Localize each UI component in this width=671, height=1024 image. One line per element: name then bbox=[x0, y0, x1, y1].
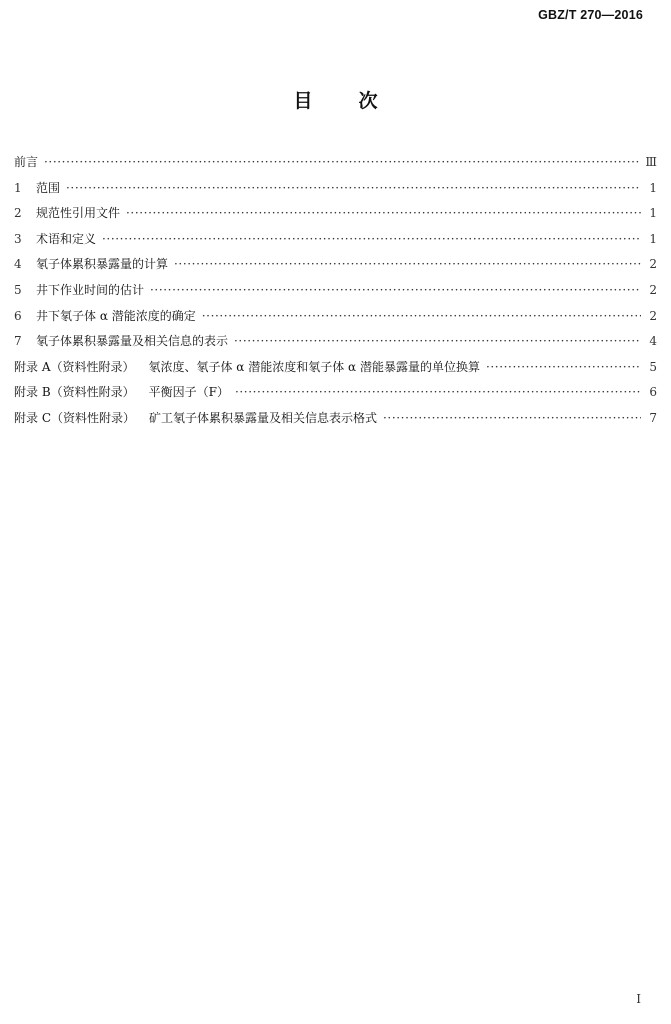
toc-entry-number: 3 bbox=[14, 231, 22, 246]
dot-leader bbox=[150, 278, 641, 304]
dot-leader bbox=[235, 380, 641, 406]
toc-entry-label: 规范性引用文件 bbox=[36, 206, 121, 221]
toc-entry-number: 7 bbox=[14, 334, 22, 349]
toc-entry-5[interactable] bbox=[14, 278, 657, 304]
toc-entry-label: 氡子体累积暴露量的计算 bbox=[36, 257, 169, 272]
toc-entry-foreword[interactable] bbox=[14, 150, 657, 176]
toc-entry-label: 井下作业时间的估计 bbox=[36, 282, 145, 297]
appendix-prefix: 附录 B（资料性附录） bbox=[14, 385, 135, 400]
table-of-contents bbox=[14, 150, 657, 432]
dot-leader bbox=[202, 304, 641, 330]
appendix-prefix: 附录 A（资料性附录） bbox=[14, 359, 135, 374]
toc-entry-label: 术语和定义 bbox=[36, 231, 97, 246]
dot-leader bbox=[126, 201, 641, 227]
toc-entry-page: 5 bbox=[649, 359, 657, 374]
toc-entry-1[interactable] bbox=[14, 176, 657, 202]
toc-entry-3[interactable] bbox=[14, 227, 657, 253]
dot-leader bbox=[383, 406, 641, 432]
toc-entry-page: 2 bbox=[649, 257, 657, 272]
toc-entry-number: 2 bbox=[14, 206, 22, 221]
toc-entry-2[interactable] bbox=[14, 201, 657, 227]
toc-entry-page: 2 bbox=[649, 282, 657, 297]
toc-entry-label: 平衡因子（F） bbox=[148, 385, 229, 400]
toc-entry-label: 矿工氡子体累积暴露量及相关信息表示格式 bbox=[149, 410, 378, 425]
toc-entry-label: 氡子体累积暴露量及相关信息的表示 bbox=[36, 334, 229, 349]
standard-number: GBZ/T 270—2016 bbox=[538, 8, 643, 22]
title-char-2: 次 bbox=[358, 90, 378, 112]
toc-entry-appendix-a[interactable] bbox=[14, 355, 657, 381]
title-char-1: 目 bbox=[293, 90, 313, 112]
toc-entry-number: 4 bbox=[14, 257, 22, 272]
toc-entry-page: 7 bbox=[649, 410, 657, 425]
dot-leader bbox=[44, 150, 639, 176]
toc-entry-page: 1 bbox=[649, 231, 657, 246]
toc-entry-page: Ⅲ bbox=[645, 155, 657, 169]
toc-entry-label: 氡浓度、氡子体 α 潜能浓度和氡子体 α 潜能暴露量的单位换算 bbox=[148, 359, 480, 374]
toc-entry-number: 5 bbox=[14, 282, 22, 297]
toc-entry-page: 2 bbox=[649, 308, 657, 323]
toc-entry-label: 范围 bbox=[36, 180, 61, 195]
dot-leader bbox=[66, 176, 641, 202]
dot-leader bbox=[174, 252, 641, 278]
appendix-prefix: 附录 C（资料性附录） bbox=[14, 410, 135, 425]
page-title bbox=[0, 86, 671, 113]
toc-entry-6[interactable] bbox=[14, 304, 657, 330]
toc-entry-page: 4 bbox=[649, 334, 657, 349]
toc-entry-number: 1 bbox=[14, 180, 22, 195]
page-folio: Ⅰ bbox=[636, 992, 641, 1006]
toc-entry-appendix-c[interactable] bbox=[14, 406, 657, 432]
toc-entry-label: 井下氡子体 α 潜能浓度的确定 bbox=[36, 308, 196, 323]
toc-entry-page: 6 bbox=[649, 385, 657, 400]
dot-leader bbox=[234, 329, 641, 355]
toc-entry-7[interactable] bbox=[14, 329, 657, 355]
dot-leader bbox=[486, 355, 641, 381]
toc-entry-4[interactable] bbox=[14, 252, 657, 278]
toc-entry-page: 1 bbox=[649, 206, 657, 221]
toc-entry-label: 前言 bbox=[14, 155, 39, 169]
toc-entry-appendix-b[interactable] bbox=[14, 380, 657, 406]
dot-leader bbox=[102, 227, 641, 253]
toc-entry-number: 6 bbox=[14, 308, 22, 323]
toc-entry-page: 1 bbox=[649, 180, 657, 195]
